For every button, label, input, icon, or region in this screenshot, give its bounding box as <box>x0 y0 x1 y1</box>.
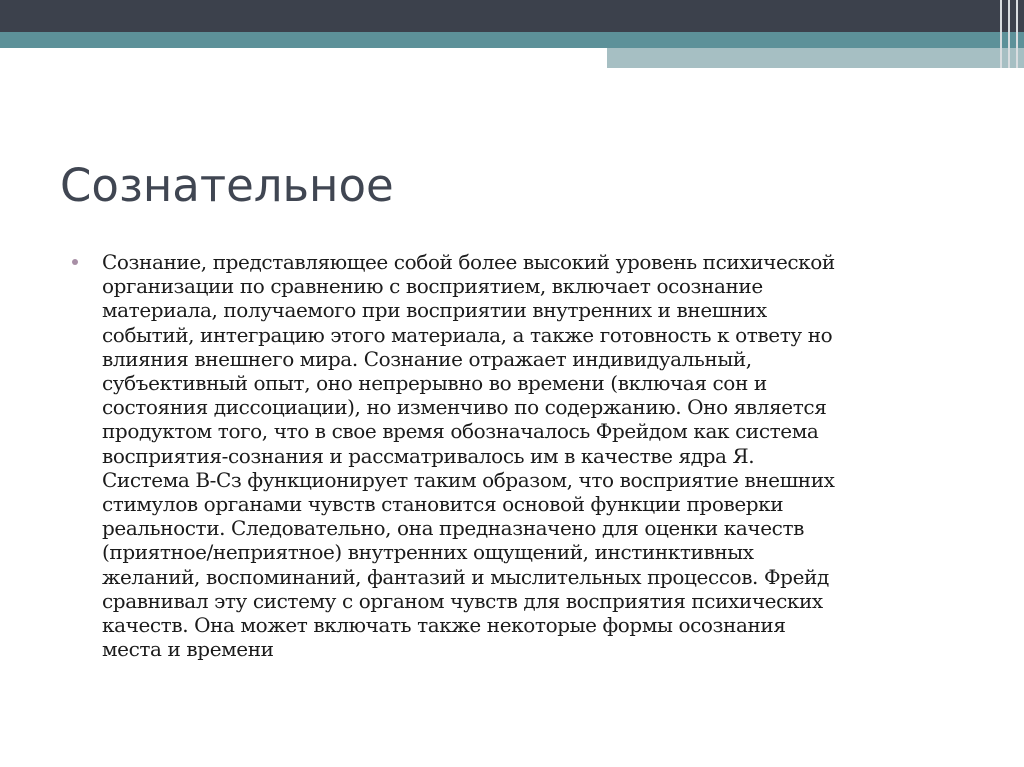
edge-line <box>1000 0 1002 68</box>
header-band-teal <box>0 32 1024 48</box>
decorative-edge-lines <box>994 0 1024 68</box>
bullet-item <box>72 250 972 661</box>
edge-line <box>1016 0 1018 68</box>
header-band-light <box>607 48 1024 68</box>
slide-title: Сознательное <box>60 159 394 212</box>
bullet-text: Сознание, представляющее собой более высокий уровень психической организации по сравнению с восприятием, включает осознание материала, получаемого при восприятии внутренних и внешних событий, интеграцию этого материала, а также готовность к ответу но влияния внешнего мира. Сознание отражает индивидуальный, субъективный опыт, оно непрерывно во времени (включая сон и состояния диссоциации), но изменчиво по содержанию. Оно является продуктом того, что в свое время обозначалось Фрейдом как система восприятия-сознания и рассматривалось им в качестве ядра Я. Система В-Сз функционирует таким образом, что восприятие внешних стимулов органами чувств становится основой функции проверки реальности. Следовательно, она предназначено для оценки качеств (приятное/неприятное) внутренних ощущений, инстинктивных желаний, воспоминаний, фантазий и мыслительных процессов. Фрейд сравнивал эту систему с органом чувств для восприятия психических качеств. Она может включать также некоторые формы осознания места и времени <box>102 250 835 662</box>
bullet-dot-icon <box>72 259 78 265</box>
header-band-dark <box>0 0 1024 32</box>
bullet-list <box>72 250 972 661</box>
edge-line <box>1008 0 1010 68</box>
